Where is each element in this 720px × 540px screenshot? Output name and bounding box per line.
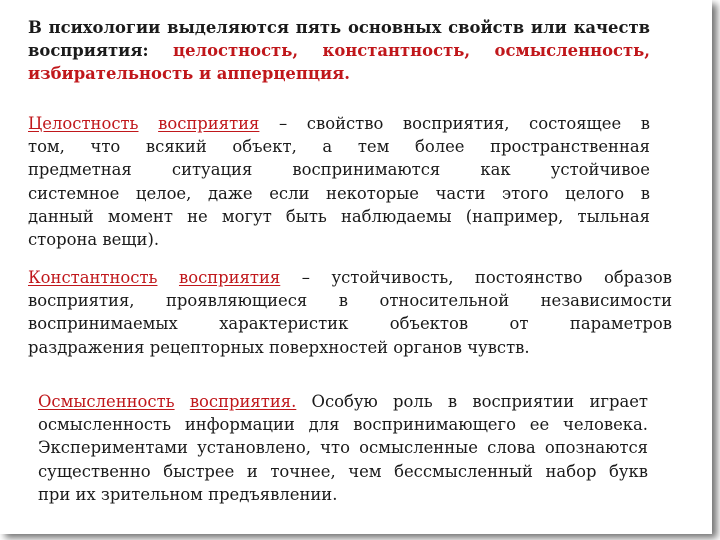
definition-text: – устойчивость, постоянство образов — [280, 268, 672, 287]
definition-text: – свойство восприятия, состоящее в — [259, 114, 650, 133]
term-perception: восприятия — [178, 268, 281, 287]
properties-list: целостность, константность, осмысленность, — [148, 41, 650, 61]
definition-text: Особую роль в восприятии играет — [296, 392, 648, 411]
meaningfulness-line — [38, 390, 648, 413]
integrity-paragraph — [28, 112, 650, 251]
term-meaningfulness: Осмысленность — [38, 392, 175, 411]
intro-line: В психологии выделяются пять основных свойств или качеств — [28, 18, 650, 37]
term-perception: восприятия. — [189, 392, 297, 411]
integrity-line: сторона вещи). — [28, 230, 160, 250]
constancy-line: воспринимаемых характеристик объектов от параметров — [28, 314, 672, 334]
meaningfulness-line: существенно быстрее и точнее, чем бессмысленный набор букв — [38, 461, 648, 481]
intro-paragraph — [28, 16, 650, 86]
intro-line — [28, 39, 650, 62]
constancy-line — [28, 266, 672, 289]
term-constancy: Константность — [28, 268, 158, 287]
integrity-line: том, что всякий объект, а тем более пространственная — [28, 137, 650, 157]
integrity-line — [28, 112, 650, 135]
term-perception: восприятия — [158, 114, 260, 133]
integrity-line: системное целое, даже если некоторые части этого целого в — [28, 183, 650, 203]
constancy-line: восприятия, проявляющиеся в относительной независимости — [28, 291, 672, 311]
integrity-line: данный момент не могут быть наблюдаемы (например, тыльная — [28, 206, 650, 226]
term-integrity: Целостность — [28, 114, 139, 133]
constancy-paragraph — [28, 266, 672, 359]
properties-list: избирательность и апперцепция. — [28, 64, 350, 84]
meaningfulness-paragraph — [38, 390, 648, 506]
integrity-line: предметная ситуация воспринимаются как устойчивое — [28, 160, 650, 180]
meaningfulness-line: осмысленность информации для воспринимающего ее человека. — [38, 415, 648, 435]
constancy-line: раздражения рецепторных поверхностей органов чувств. — [28, 337, 530, 357]
meaningfulness-line: Экспериментами установлено, что осмысленные слова опознаются — [38, 438, 648, 458]
meaningfulness-line: при их зрительном предъявлении. — [38, 484, 338, 504]
intro-label: восприятия: — [28, 41, 149, 61]
